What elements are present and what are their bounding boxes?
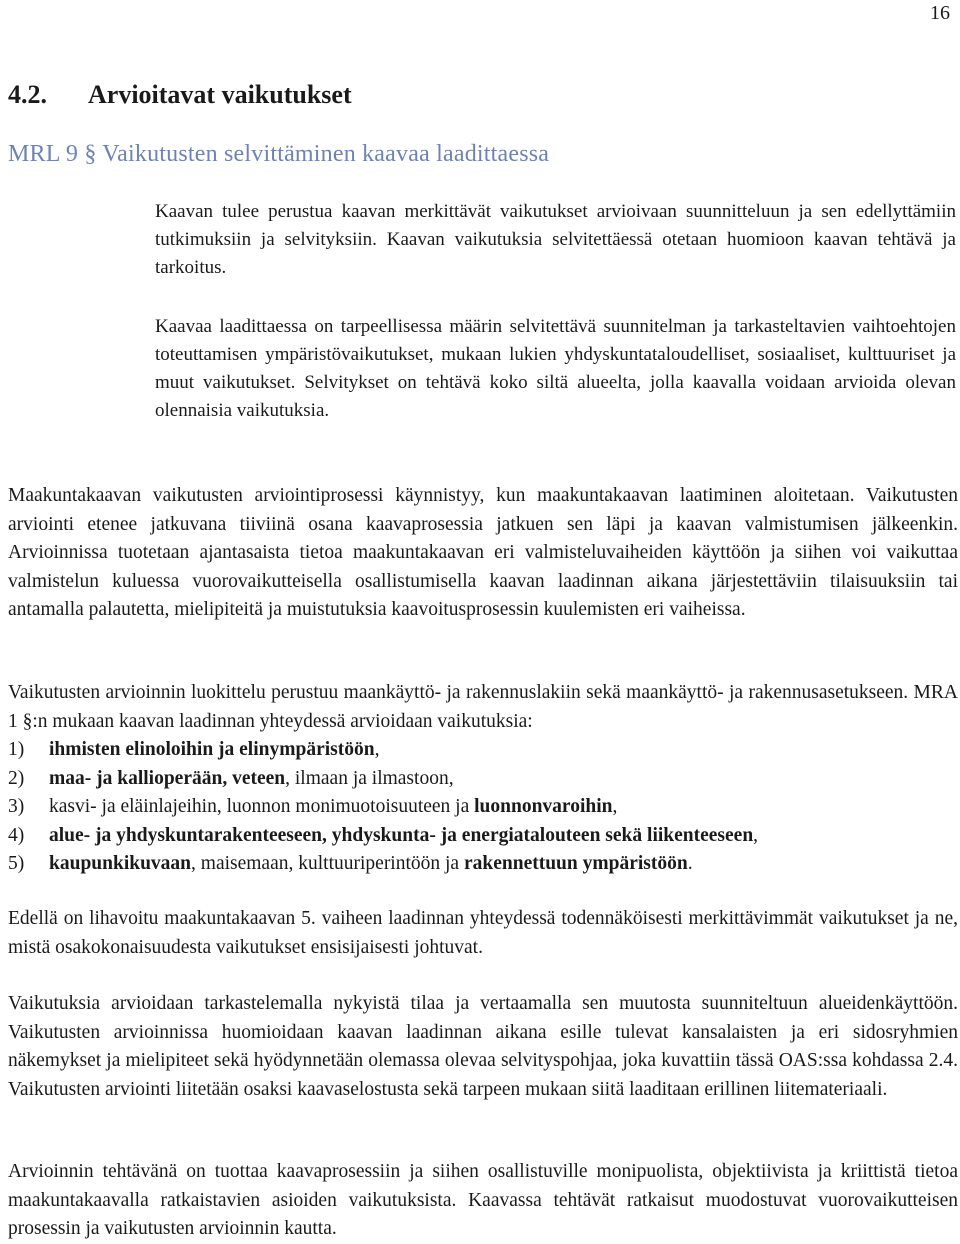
list-text: , (753, 824, 759, 846)
bold-text: alue- ja yhdyskuntarakenteeseen, yhdyskunta- ja energiatalouteen sekä liikenteeseen (49, 824, 754, 846)
paragraph-text: Vaikutuksia arvioidaan tarkastelemalla nykyistä tilaa ja vertaamalla sen muutosta suunniteltuun alueidenkäyttöön. Vaikutusten arvioinnissa huomioidaan kaavan laadinnan aikana esille tulevat kansalaisten ja eri sidosryhmien näkemykset ja mielipiteet sekä hyödynnetään olemassa olevaa selvityspohjaa, joka kuvattiin tässä OAS:ssa kohdassa 2.4. Vaikutusten arviointi liitetään osaksi kaavaselostusta sekä tarpeen mukaan siitä laaditaan erillinen liitemateriaali. (8, 993, 958, 1100)
paragraph-assessment (8, 990, 958, 1104)
quote-paragraph-1: Kaavan tulee perustua kaavan merkittävät vaikutukset arvioivaan suunnitteluun ja sen edellyttämiin tutkimuksiin ja selvityksiin. Kaavan vaikutuksia selvitettäessä otetaan huomioon kaavan tehtävä ja tarkoitus. (155, 201, 956, 278)
bold-text: kaupunkikuvaan (49, 853, 192, 874)
bold-text: luonnonvaroihin (474, 796, 613, 817)
law-quote-1 (155, 198, 956, 282)
list-item (8, 850, 958, 879)
list-number: 1) (8, 739, 25, 760)
paragraph-text: Arvioinnin tehtävänä on tuottaa kaavaprosessiin ja siihen osallistuville monipuolista, objektiivista ja kriittistä tietoa maakuntakaavalla ratkaistavien asioiden vaikutuksista. Kaavassa tehtävät ratkaisut muodostuvat vuorovaikutteisen prosessin ja vaikutusten arvioinnin kautta. (8, 1161, 958, 1239)
paragraph-bold-note (8, 905, 958, 962)
paragraph-text: Maakuntakaavan vaikutusten arviointiprosessi käynnistyy, kun maakuntakaavan laatiminen aloitetaan. Vaikutusten arviointi etenee jatkuvana tiiviinä osana kaavaprosessia jatkuen sen läpi ja kaavan valmistumisen jälkeenkin. Arvioinnissa tuotetaan ajantasaista tietoa maakuntakaavan eri valmisteluvaiheiden käyttöön ja siihen voi vaikuttaa valmistelun kuluessa vuorovaikutteisella osallistumisella kaavan laadinnan aikana järjestettäviin tilaisuuksiin tai antamalla palautetta, mielipiteitä ja muistutuksia kaavoitusprosessin kuulemisten eri vaiheissa. (8, 485, 958, 620)
law-subheading: MRL 9 § Vaikutusten selvittäminen kaavaa laadittaessa (8, 141, 550, 167)
list-text: kasvi- ja eläinlajeihin, luonnon monimuotoisuuteen ja (49, 796, 475, 817)
section-number: 4.2. (8, 80, 47, 109)
list-number: 2) (8, 767, 25, 789)
list-text: , (612, 796, 618, 817)
paragraph-text: Vaikutusten arvioinnin luokittelu perustuu maankäyttö- ja rakennuslakiin sekä maankäyttö- ja rakennusasetukseen. MRA 1 §:n mukaan kaavan laadinnan yhteydessä arvioidaan vaikutuksia: (8, 682, 958, 732)
list-number: 3) (8, 796, 25, 817)
list-number: 4) (8, 824, 25, 846)
section-heading (8, 80, 352, 110)
section-title: Arvioitavat vaikutukset (88, 80, 352, 109)
bold-text: ihmisten elinoloihin ja elinympäristöön (49, 739, 375, 760)
impact-list (8, 736, 958, 879)
list-text: , ilmaan ja ilmastoon, (285, 767, 454, 789)
paragraph-classification (8, 679, 958, 879)
list-text: , (374, 739, 380, 760)
law-quote-2 (155, 313, 956, 425)
paragraph-text: Edellä on lihavoitu maakuntakaavan 5. vaiheen laadinnan yhteydessä todennäköisesti merkittävimmät vaikutukset ja ne, mistä osakokonaisuudesta vaikutukset ensisijaisesti johtuvat. (8, 908, 958, 958)
list-number: 5) (8, 853, 25, 874)
list-item (8, 793, 958, 822)
bold-text: rakennettuun ympäristöön (463, 853, 688, 874)
list-text: , maisemaan, kulttuuriperintöön ja (191, 853, 464, 874)
list-item (8, 765, 958, 794)
list-text: . (687, 853, 693, 874)
paragraph-process (8, 482, 958, 625)
list-item (8, 736, 958, 765)
quote-paragraph-2: Kaavaa laadittaessa on tarpeellisessa määrin selvitettävä suunnitelman ja tarkasteltavien vaihtoehtojen toteuttamisen ympäristövaikutukset, mukaan lukien yhdyskuntataloudelliset, sosiaaliset, kulttuuriset ja muut vaikutukset. Selvitykset on tehtävä koko siltä alueelta, jolla kaavalla voidaan arvioida olevan olennaisia vaikutuksia. (155, 316, 956, 421)
list-item (8, 822, 958, 851)
bold-text: maa- ja kallioperään, veteen (49, 767, 286, 789)
page-number: 16 (930, 2, 950, 24)
paragraph-purpose (8, 1158, 958, 1244)
